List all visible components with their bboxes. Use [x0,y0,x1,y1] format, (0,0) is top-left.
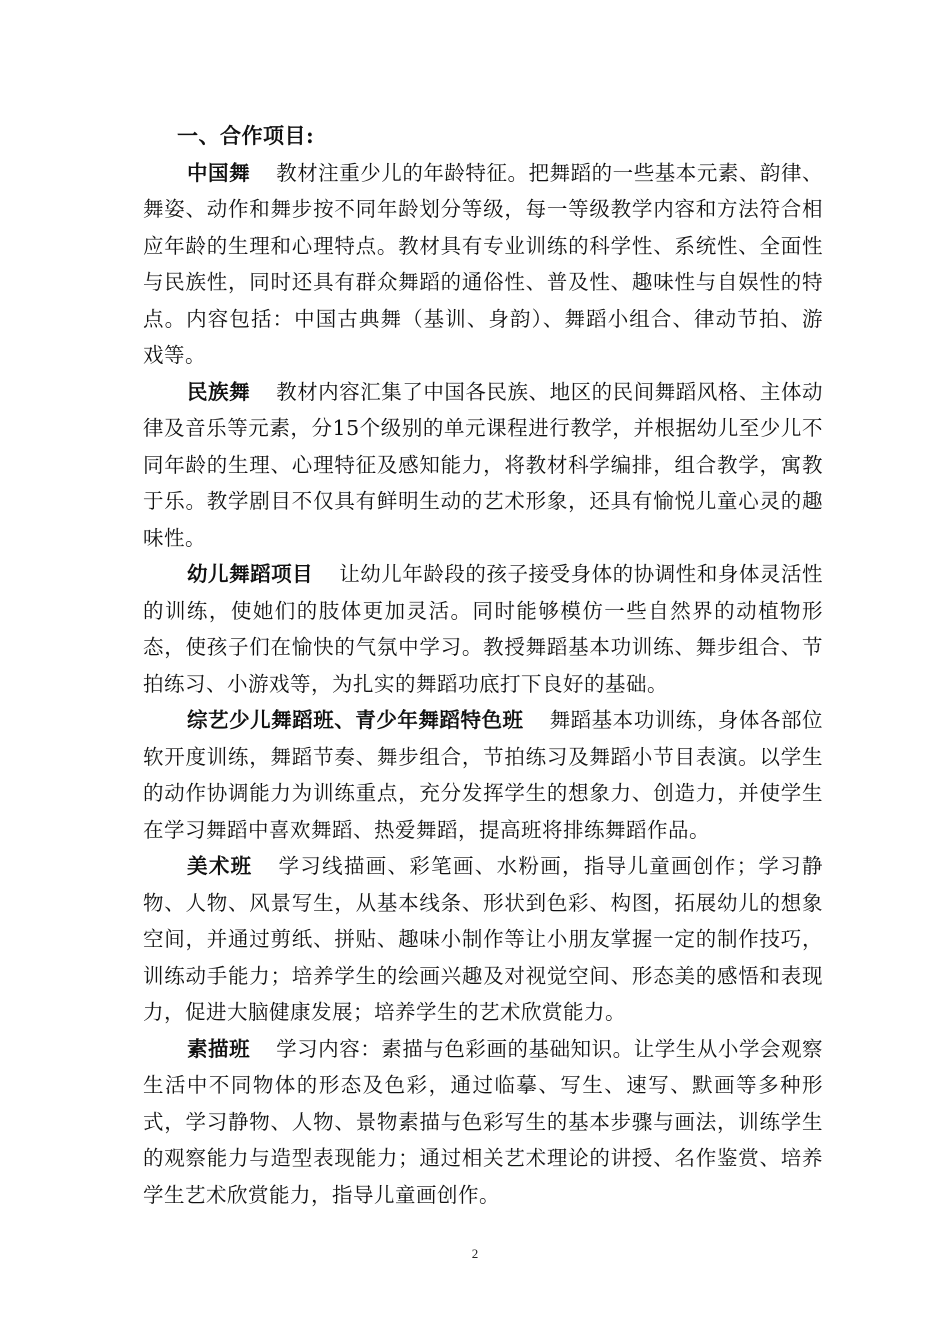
paragraph-folk-dance [143,374,823,557]
section-heading: 一、合作项目: [177,123,315,148]
paragraph-term: 幼儿舞蹈项目 [187,562,314,586]
paragraph-art-class [143,848,823,1031]
paragraph-term: 素描班 [187,1036,251,1061]
paragraph-term: 美术班 [187,854,253,878]
paragraph-text: 舞蹈基本功训练，身体各部位软开度训练，舞蹈节奏、舞步组合，节拍练习及舞蹈小节目表演。以学生的动作协调能力为训练重点，充分发挥学生的想象力、创造力，并使学生在学习舞蹈中喜欢舞蹈、热爱舞蹈，提高班将排练舞蹈作品。 [143,708,824,842]
paragraph-toddler-dance [143,556,823,702]
paragraph-term: 综艺少儿舞蹈班、青少年舞蹈特色班 [187,708,524,732]
page-content [143,118,823,1213]
paragraph-variety-dance [143,702,823,848]
paragraph-text: 学习内容：素描与色彩画的基础知识。让学生从小学会观察生活中不同物体的形态及色彩，通过临摹、写生、速写、默画等多种形式，学习静物、人物、景物素描与色彩写生的基本步骤与画法，训练学生的观察能力与造型表现能力；通过相关艺术理论的讲授、名作鉴赏、培养学生艺术欣赏能力，指导儿童画创作。 [143,1036,824,1207]
paragraph-text: 教材内容汇集了中国各民族、地区的民间舞蹈风格、主体动律及音乐等元素，分15个级别的单元课程进行教学，并根据幼儿至少儿不同年龄的生理、心理特征及感知能力，将教材科学编排，组合教学，寓教于乐。教学剧目不仅具有鲜明生动的艺术形象，还具有愉悦儿童心灵的趣味性。 [143,379,824,550]
page-number: 2 [471,1246,479,1261]
paragraph-term: 中国舞 [187,160,251,185]
paragraph-term: 民族舞 [187,379,251,404]
paragraph-sketch-class [143,1031,823,1214]
paragraph-text: 教材注重少儿的年龄特征。把舞蹈的一些基本元素、韵律、舞姿、动作和舞步按不同年龄划分等级，每一等级教学内容和方法符合相应年龄的生理和心理特点。教材具有专业训练的科学性、系统性、全面性与民族性，同时还具有群众舞蹈的通俗性、普及性、趣味性与自娱性的特点。内容包括：中国古典舞（基训、身韵）、舞蹈小组合、律动节拍、游戏等。 [143,160,824,367]
paragraph-text: 让幼儿年龄段的孩子接受身体的协调性和身体灵活性的训练，使她们的肢体更加灵活。同时能够模仿一些自然界的动植物形态，使孩子们在愉快的气氛中学习。教授舞蹈基本功训练、舞步组合、节拍练习、小游戏等，为扎实的舞蹈功底打下良好的基础。 [143,562,824,696]
paragraph-chinese-dance [143,155,823,374]
paragraph-text: 学习线描画、彩笔画、水粉画，指导儿童画创作；学习静物、人物、风景写生，从基本线条、形状到色彩、构图，拓展幼儿的想象空间，并通过剪纸、拼贴、趣味小制作等让小朋友掌握一定的制作技巧，训练动手能力；培养学生的绘画兴趣及对视觉空间、形态美的感悟和表现力，促进大脑健康发展；培养学生的艺术欣赏能力。 [143,854,824,1024]
